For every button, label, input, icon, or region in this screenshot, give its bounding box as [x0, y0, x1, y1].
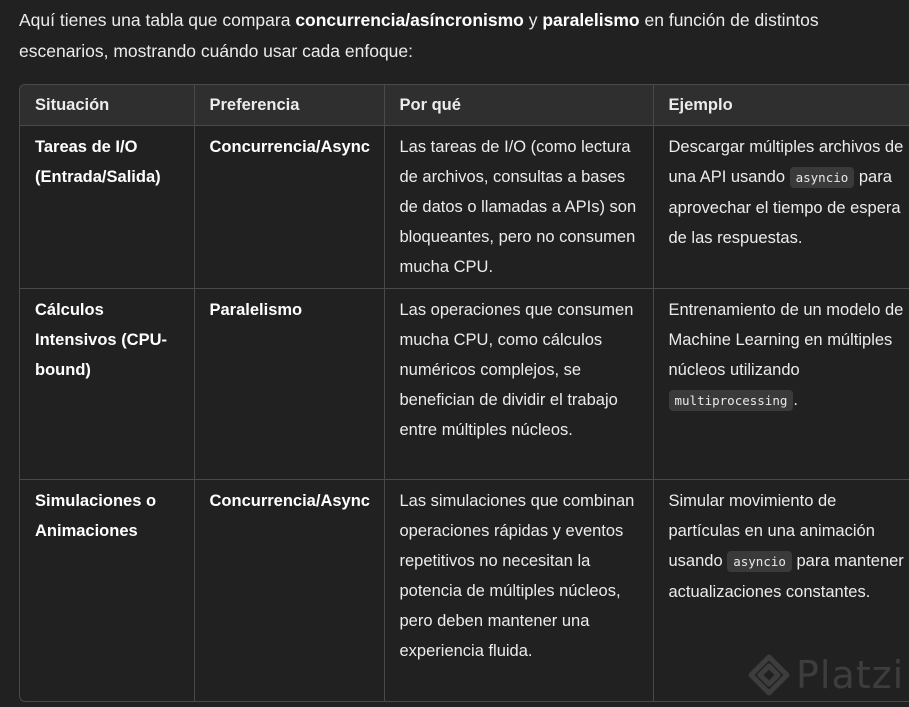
cell-ejemplo [653, 289, 909, 480]
cell-situacion: Simulaciones o Animaciones [20, 480, 194, 703]
header-por-que: Por qué [384, 85, 653, 126]
cell-preferencia: Concurrencia/Async [194, 480, 384, 703]
intro-line-1 [19, 5, 909, 36]
header-preferencia: Preferencia [194, 85, 384, 126]
header-situacion: Situación [20, 85, 194, 126]
cell-preferencia: Concurrencia/Async [194, 126, 384, 289]
intro-segment: y [523, 10, 543, 30]
table-row [20, 289, 909, 480]
ejemplo-text: Entrenamiento de un modelo de Machine Learning en múltiples núcleos utilizando [668, 301, 904, 379]
cell-situacion: Cálculos Intensivos (CPU-bound) [20, 289, 194, 480]
cell-por-que: Las simulaciones que combinan operaciones rápidas y eventos repetitivos no necesitan la potencia de múltiples núcleos, pero deben mantener una experiencia fluida. [384, 480, 653, 703]
intro-bold-concurrencia: concurrencia/asíncronismo [295, 10, 524, 30]
inline-code: asyncio [790, 167, 855, 188]
inline-code: multiprocessing [669, 390, 794, 411]
platzi-logo-icon [748, 654, 790, 696]
header-ejemplo: Ejemplo [653, 85, 909, 126]
intro-bold-paralelismo: paralelismo [542, 10, 640, 30]
cell-por-que: Las operaciones que consumen mucha CPU, como cálculos numéricos complejos, se benefician de dividir el trabajo entre múltiples núcleos. [384, 289, 653, 480]
intro-line-2: escenarios, mostrando cuándo usar cada enfoque: [19, 41, 414, 61]
cell-situacion: Tareas de I/O (Entrada/Salida) [20, 126, 194, 289]
platzi-watermark [748, 645, 908, 705]
intro-segment: en función de distintos [639, 10, 819, 30]
comparison-table [20, 85, 909, 702]
ejemplo-text: Simular movimiento de partículas en una animación usando [668, 492, 875, 570]
ejemplo-text: para mantener actualizaciones constantes. [668, 552, 904, 601]
watermark-text: Platzi [796, 653, 905, 697]
table-row [20, 126, 909, 289]
cell-por-que: Las tareas de I/O (como lectura de archivos, consultas a bases de datos o llamadas a APIs) son bloqueantes, pero no consumen mucha CPU. [384, 126, 653, 289]
cell-ejemplo [653, 126, 909, 289]
ejemplo-text: Descargar múltiples archivos de una API usando [668, 138, 904, 186]
table-header-row [20, 85, 909, 126]
intro-segment: Aquí tienes una tabla que compara [19, 10, 296, 30]
comparison-table-container [19, 84, 909, 702]
intro-text [19, 5, 909, 67]
ejemplo-text: para aprovechar el tiempo de espera de las respuestas. [668, 168, 901, 247]
inline-code: asyncio [727, 551, 792, 572]
ejemplo-text: . [793, 391, 798, 409]
cell-preferencia: Paralelismo [194, 289, 384, 480]
